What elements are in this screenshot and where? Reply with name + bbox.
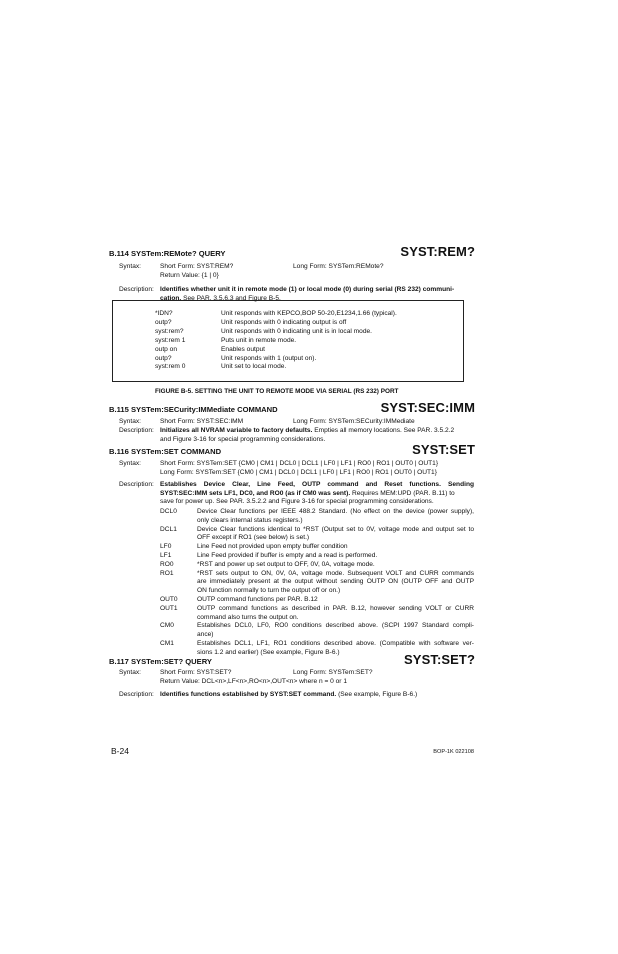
example-command: *IDN? xyxy=(155,310,173,317)
short-form: Short Form: SYST:SEC:IMM xyxy=(160,418,244,425)
description-bold: Establishes Device Clear, Line Feed, OUTP command and Reset functions. Sending xyxy=(160,481,474,488)
description-text: See PAR. 3.5.6.3 and Figure B-5. xyxy=(181,294,281,302)
option-description: command also turns the output on. xyxy=(197,613,299,621)
syntax-label: Syntax: xyxy=(119,263,141,270)
section-header-b117 xyxy=(109,652,475,668)
syntax-label: Syntax: xyxy=(119,418,141,425)
section-header-b115 xyxy=(109,400,475,416)
option-description: Establishes DCL0, LF0, RO0 conditions described above. (SCPI 1997 Standard compli- xyxy=(197,622,474,630)
description-bold: Identifies functions established by SYST:SET command. xyxy=(160,691,337,698)
description-text-2: save for power up. See PAR. 3.5.2.2 and Figure 3-16 for special programming considerations. xyxy=(160,498,434,506)
example-command: outp? xyxy=(155,318,172,326)
document-id: BOP-1K 022108 xyxy=(433,749,474,755)
option-description: Line Feed not provided upon empty buffer condition xyxy=(197,543,348,551)
option-description: Establishes DCL1, LF1, RO1 conditions described above. (Compatible with software ver- xyxy=(197,640,474,647)
long-form: Long Form: SYSTem:REMote? xyxy=(293,263,384,270)
description-text: Empties all memory locations. See PAR. 3.5.2.2 xyxy=(312,427,455,434)
syntax-label: Syntax: xyxy=(119,669,141,676)
option-code: CM0 xyxy=(160,622,174,630)
long-form: Long Form: SYSTem:SECurity:IMMediate xyxy=(293,418,415,425)
option-code: DCL1 xyxy=(160,525,177,533)
description xyxy=(160,481,474,507)
description-bold: Identifies whether unit it in remote mode (1) or local mode (0) during serial (RS 232) communi- xyxy=(160,286,455,293)
option-description: OFF except if RO1 (see below) is set.) xyxy=(197,534,310,542)
option-description: sions 1.2 and earlier) (See example, Figure B-6.) xyxy=(197,648,340,656)
syntax-label: Syntax: xyxy=(119,460,141,467)
description-bold-2: SYST:SEC:IMM sets LF1, DC0, and RO0 (as if CM0 was sent). xyxy=(160,489,351,497)
description-text: Requires MEM:UPD (PAR. B.11) to xyxy=(350,489,455,497)
long-form: Long Form: SYSTem:SET {CM0 | CM1 | DCL0 | DCL1 | LF0 | LF1 | RO0 | RO1 | OUT0 | OUT1} xyxy=(160,469,437,476)
description-text: (See example, Figure B-6.) xyxy=(336,691,418,698)
option-description: *RST sets output to ON, 0V, 0A, voltage mode. Subsequent VOLT and CURR commands xyxy=(197,569,474,577)
example-response: Unit responds with KEPCO,BOP 50-20,E1234,1.66 (typical). xyxy=(221,310,397,317)
example-response: Unit responds with 1 (output on). xyxy=(221,354,317,362)
option-description: OUTP command functions per PAR. B.12 xyxy=(197,596,318,603)
example-command: syst:rem? xyxy=(155,327,184,335)
section-header-b116 xyxy=(109,442,475,458)
description-label: Description: xyxy=(119,481,154,488)
option-code: RO0 xyxy=(160,560,174,568)
option-code: DCL0 xyxy=(160,508,177,515)
option-code: LF0 xyxy=(160,543,172,551)
figure-caption: FIGURE B-5. SETTING THE UNIT TO REMOTE MODE VIA SERIAL (RS 232) PORT xyxy=(155,388,399,395)
example-command: syst:rem 1 xyxy=(155,336,186,344)
option-description: OUTP command functions as described in PAR. B.12, however sending VOLT or CURR xyxy=(197,604,474,612)
example-command: outp on xyxy=(155,345,177,353)
description-bold-2: cation. xyxy=(160,294,182,302)
option-code: LF1 xyxy=(160,552,172,559)
option-code: OUT0 xyxy=(160,596,178,603)
example-response: Enables output xyxy=(221,345,265,353)
description-label: Description: xyxy=(119,286,154,293)
long-form: Long Form: SYSTem:SET? xyxy=(293,669,373,676)
page-number: B-24 xyxy=(111,746,129,756)
option-description: ON function normally to turn the output off or on.) xyxy=(197,587,341,595)
description-bold: Initializes all NVRAM variable to factory defaults. xyxy=(160,427,313,434)
option-description: Device Clear functions identical to *RST (Output set to 0V, voltage mode and output set to xyxy=(197,525,474,533)
section-title: B.114 SYSTem:REMote? QUERY xyxy=(109,248,226,258)
option-description: only clears internal status registers.) xyxy=(197,516,303,524)
example-command: syst:rem 0 xyxy=(155,363,186,371)
example-response: Unit responds with 0 indicating unit is in local mode. xyxy=(221,327,373,335)
return-value: Return Value: {1 | 0} xyxy=(160,272,219,279)
return-value: Return Value: DCL<n>,LF<n>,RO<n>,OUT<n> where n = 0 or 1 xyxy=(160,678,347,685)
example-response: Unit set to local mode. xyxy=(221,363,287,371)
description xyxy=(160,691,474,700)
description-text-2: and Figure 3-16 for special programming considerations. xyxy=(160,435,326,443)
example-response: Unit responds with 0 indicating output is off xyxy=(221,318,347,326)
section-title: B.117 SYSTem:SET? QUERY xyxy=(109,656,212,666)
option-description: Line Feed provided if buffer is empty and a read is performed. xyxy=(197,552,378,559)
section-header-b114 xyxy=(109,244,475,260)
option-description: ance) xyxy=(197,631,214,639)
option-code: OUT1 xyxy=(160,604,178,612)
short-form: Short Form: SYST:SET? xyxy=(160,669,232,676)
example-command: outp? xyxy=(155,354,172,362)
section-command: SYST:REM? xyxy=(400,243,475,259)
option-description: *RST and power up set output to OFF, 0V, 0A, voltage mode. xyxy=(197,560,375,568)
description-label: Description: xyxy=(119,427,154,434)
short-form: Short Form: SYST:REM? xyxy=(160,263,234,270)
short-form: Short Form: SYSTem:SET {CM0 | CM1 | DCL0 | DCL1 | LF0 | LF1 | RO0 | RO1 | OUT0 | OUT1} xyxy=(160,460,439,467)
example-response: Puts unit in remote mode. xyxy=(221,336,297,344)
section-command: SYST:SET? xyxy=(404,651,475,667)
section-title: B.115 SYSTem:SECurity:IMMediate COMMAND xyxy=(109,404,278,414)
description-label: Description: xyxy=(119,691,154,698)
option-code: CM1 xyxy=(160,640,174,647)
section-command: SYST:SEC:IMM xyxy=(380,399,475,415)
section-title: B.116 SYSTem:SET COMMAND xyxy=(109,446,222,456)
section-command: SYST:SET xyxy=(412,441,475,457)
option-description: Device Clear functions per IEEE 488.2 Standard. (No effect on the device (power supply), xyxy=(197,508,474,515)
option-description: are immediately present at the output without sending OUTP ON (OUTP OFF and OUTP xyxy=(197,578,474,586)
option-code: RO1 xyxy=(160,569,174,577)
